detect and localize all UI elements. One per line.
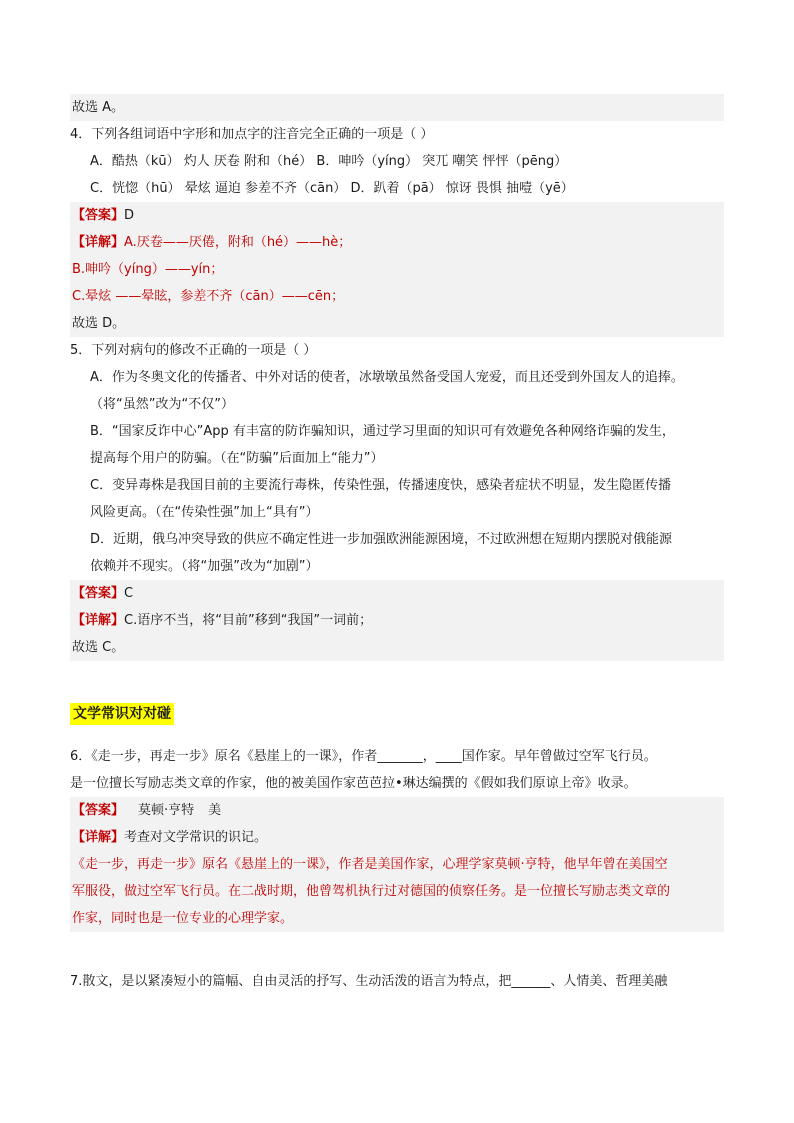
spacer — [70, 932, 724, 968]
detail-tag: 【详解】 — [72, 235, 125, 250]
q5-option-c-2: 风险更高。（在“传染性强”加上“具有”） — [90, 505, 319, 520]
q6-stem-1: 6．《走一步，再走一步》原名《悬崖上的一课》，作者_______，____国作家。早年曾做过空军飞行员。 — [70, 749, 657, 764]
section-heading-wrap — [70, 703, 724, 743]
q6-detail-text-1: 考查对文学常识的识记。 — [124, 830, 268, 845]
detail-tag: 【详解】 — [72, 830, 125, 845]
q4-detail-2: B.呻吟（yíng）——yín； — [70, 256, 724, 283]
q5-option-a-1: A．作为冬奥文化的传播者、中外对话的使者，冰墩墩虽然备受国人宠爱，而且还受到外国友人的追捧。 — [90, 370, 684, 385]
answer-tag: 【答案】 — [72, 803, 125, 818]
section-title: 文学常识对对碰 — [70, 703, 174, 725]
q5-answer — [70, 580, 724, 607]
q4-detail-1 — [70, 229, 724, 256]
q5-option-c-1: C．变异毒株是我国目前的主要流行毒株，传染性强，传播速度快，感染者症状不明显，发生隐匿传播 — [90, 478, 672, 493]
detail-tag: 【详解】 — [72, 613, 125, 628]
q5-detail-text-1: C.语序不当，将“目前”移到“我国”一词前； — [124, 613, 373, 628]
q4-detail-text-1: A.厌卷——厌倦，附和（hé）——hè； — [124, 235, 352, 250]
answer-tag: 【答案】 — [72, 208, 125, 223]
q5-option-b-2: 提高每个用户的防骗。（在“防骗”后面加上“能力”） — [90, 451, 384, 466]
q4-detail-3: C.晕炫 ——晕眩，参差不齐（cān）——cēn； — [70, 283, 724, 310]
q6-stem-2: 是一位擅长写励志类文章的作家，他的被美国作家芭芭拉•琳达编撰的《假如我们原谅上帝》收录。 — [70, 776, 637, 791]
q5-detail-1 — [70, 607, 724, 634]
q3-conclusion: 故选 A。 — [70, 94, 724, 121]
q6-detail-2: 《走一步，再走一步》原名《悬崖上的一课》，作者是美国作家，心理学家莫顿·亨特，他早年曾在美国空 — [70, 851, 724, 878]
q6-answer-value-1: 莫顿·亨特 — [138, 803, 195, 818]
q5-option-a-2: （将“虽然”改为“不仅”） — [90, 397, 234, 412]
q6-detail-3: 军服役，做过空军飞行员。在二战时期，他曾驾机执行过对德国的侦察任务。是一位擅长写励志类文章的 — [70, 878, 724, 905]
q4-answer — [70, 202, 724, 229]
q4-options-ab: A．酷热（kū） 灼人 厌卷 附和（hé） B．呻吟（yíng） 突兀 嘲笑 怦怦（pēng） — [90, 154, 568, 169]
q5-option-d-2: 依赖并不现实。（将“加强”改为“加剧”） — [90, 559, 319, 574]
q4-answer-value: D — [124, 208, 135, 223]
document-page — [70, 94, 724, 995]
q6-answer — [70, 797, 724, 824]
q5-answer-value: C — [124, 586, 134, 601]
q5-option-b-1: B．“国家反诈中心”App 有丰富的防诈骗知识，通过学习里面的知识可有效避免各种网络诈骗的发生， — [90, 424, 675, 439]
q5-stem: 5．下列对病句的修改不正确的一项是（ ） — [70, 343, 317, 358]
q4-conclusion: 故选 D。 — [70, 310, 724, 337]
answer-tag: 【答案】 — [72, 586, 125, 601]
q5-option-d-1: D．近期，俄乌冲突导致的供应不确定性进一步加强欧洲能源困境，不过欧洲想在短期内摆脱对俄能源 — [90, 532, 673, 547]
q6-answer-value-2: 美 — [208, 803, 222, 818]
q5-conclusion: 故选 C。 — [70, 634, 724, 661]
q4-options-cd: C．恍惚（hū） 晕炫 逼迫 参差不齐（cān） D．趴着（pā） 惊讶 畏惧 抽噎（yē） — [90, 181, 574, 196]
q4-stem: 4．下列各组词语中字形和加点字的注音完全正确的一项是（ ） — [70, 127, 434, 142]
q6-detail-1 — [70, 824, 724, 851]
q6-detail-4: 作家，同时也是一位专业的心理学家。 — [70, 905, 724, 932]
q7-stem-1: 7.散文，是以紧凑短小的篇幅、自由灵活的抒写、生动活泼的语言为特点，把______、人情美、哲理美融 — [70, 974, 668, 989]
